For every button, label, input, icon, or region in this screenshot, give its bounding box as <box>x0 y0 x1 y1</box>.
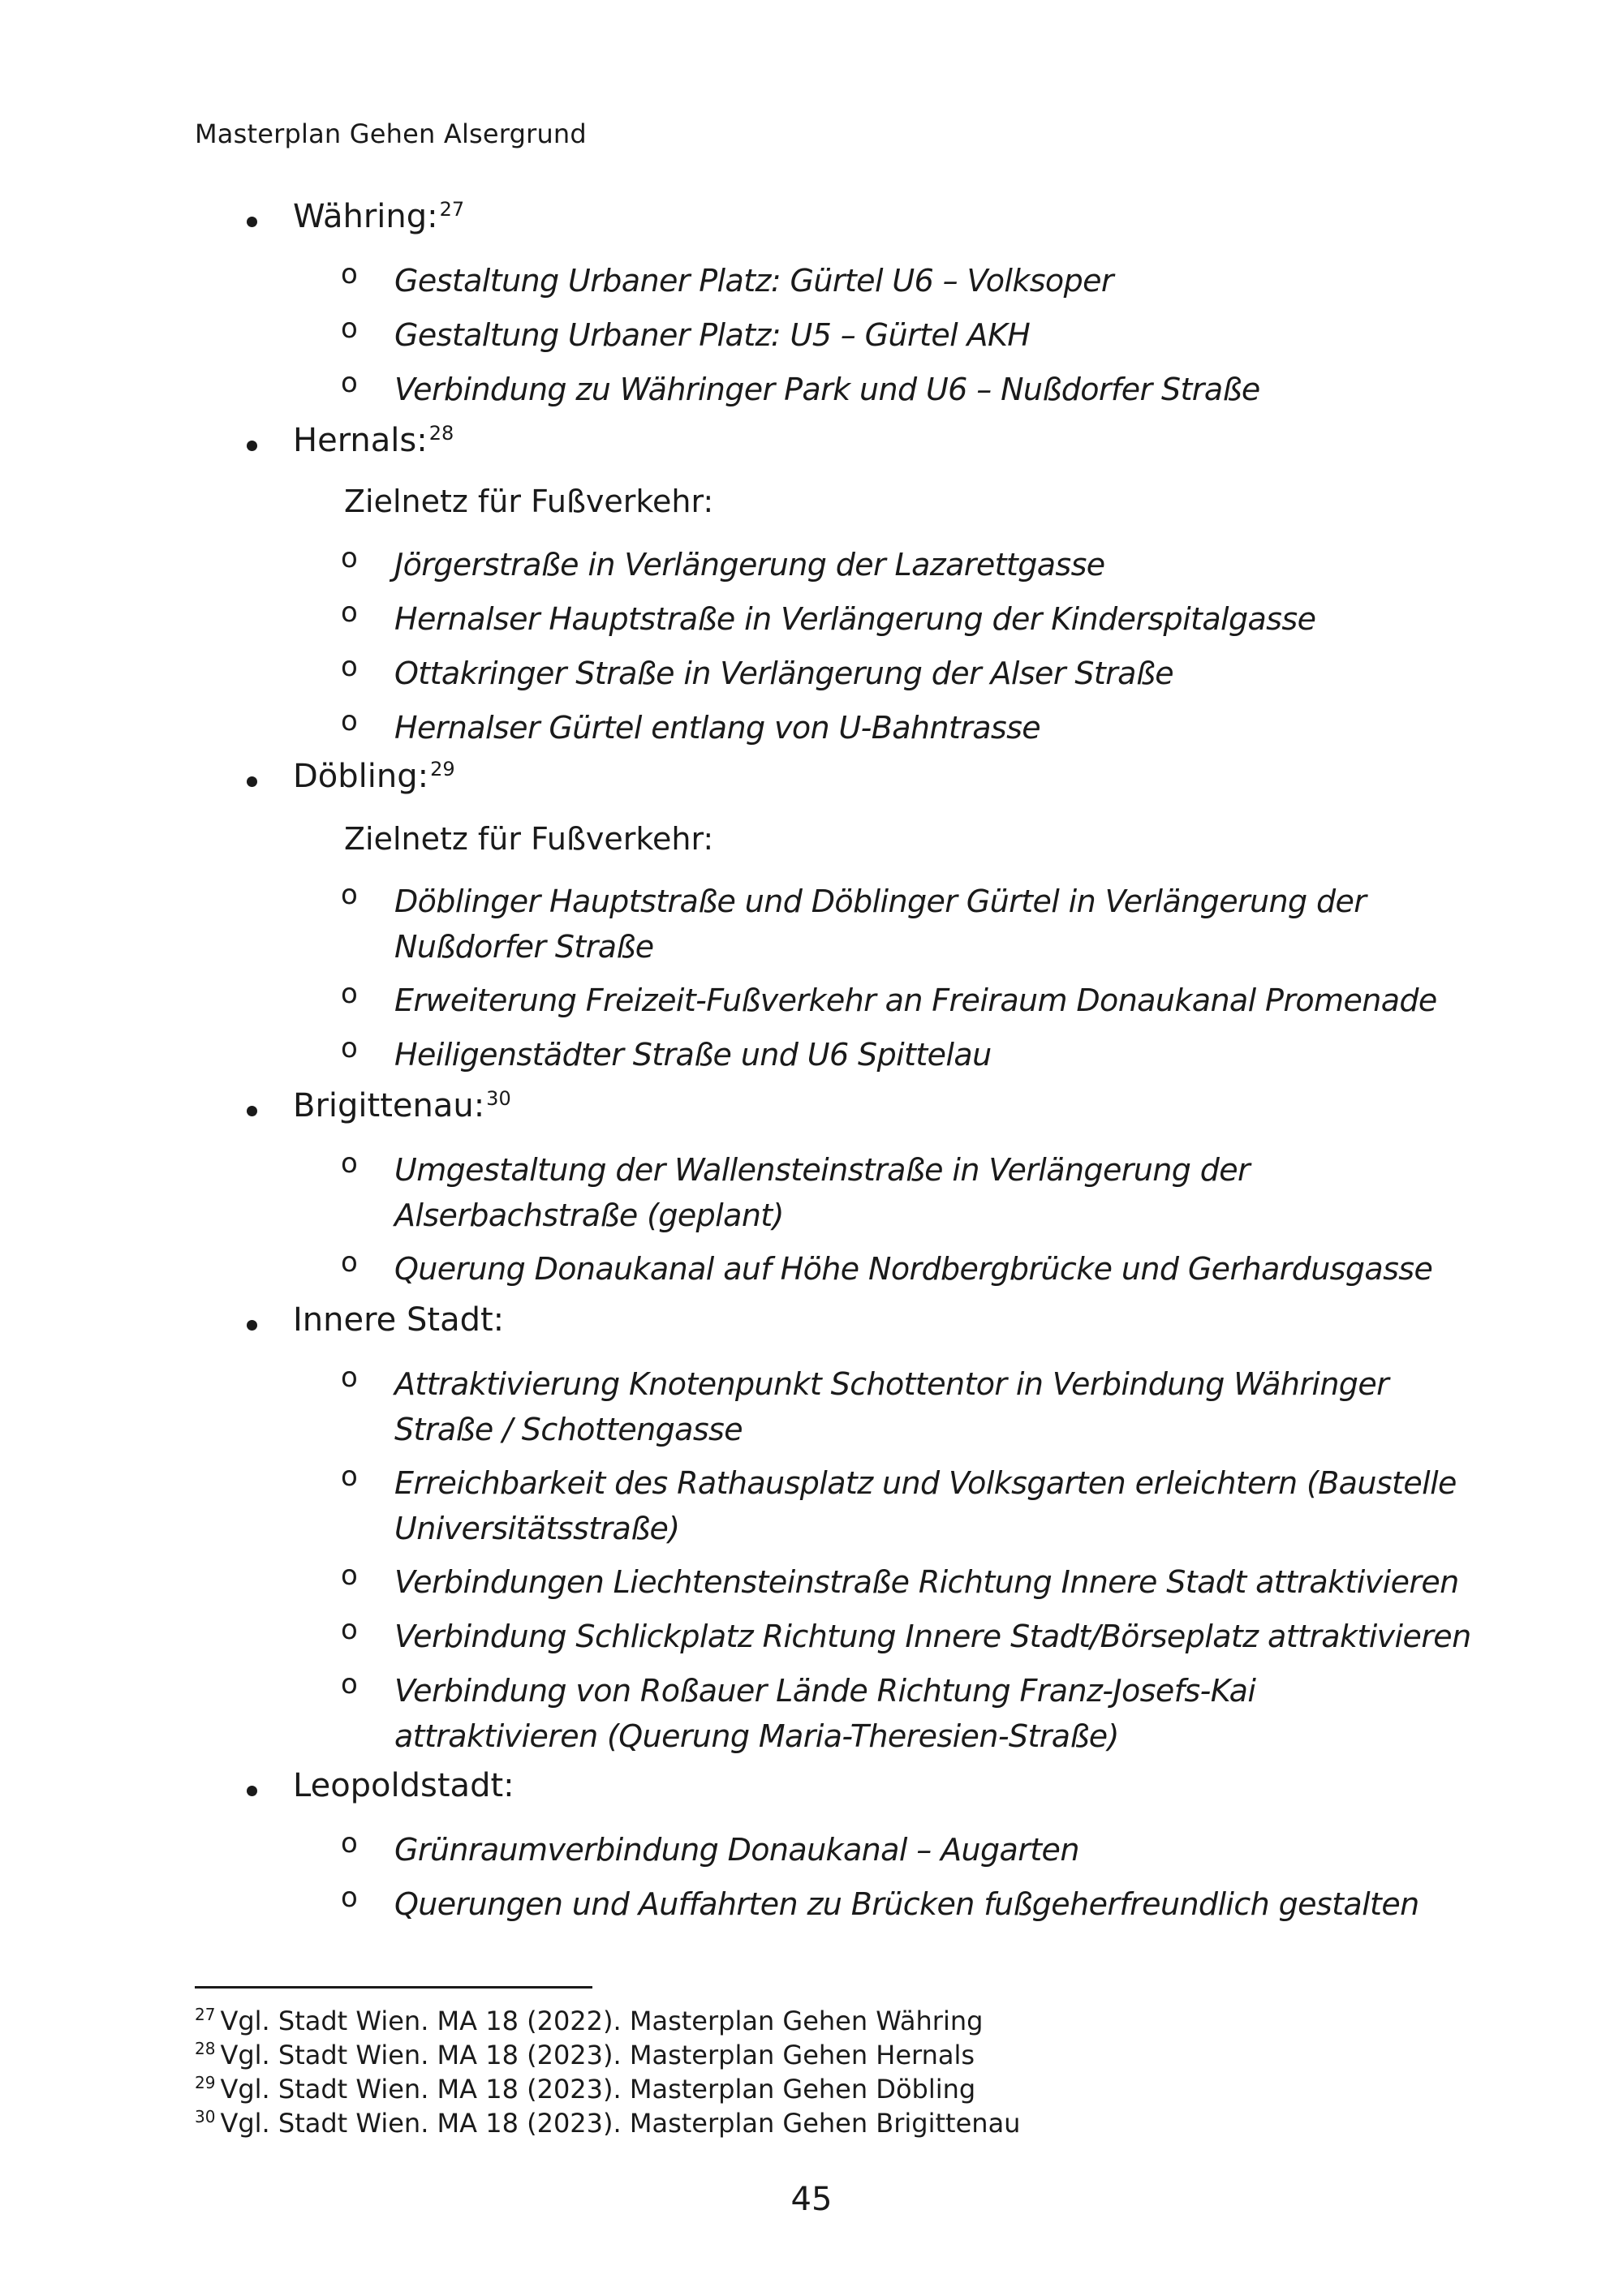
section-label: Döbling:$^{29}$ <box>293 758 455 795</box>
section-label: Währing:$^{27}$ <box>293 198 465 235</box>
bullet-icon <box>247 776 257 787</box>
section-intro: Zielnetz für Fußverkehr: <box>344 821 714 857</box>
footnote: $^{30}$ Vgl. Stadt Wien. MA 18 (2023). Masterplan Gehen Brigittenau <box>195 2107 1021 2139</box>
page-number: 45 <box>790 2181 833 2218</box>
footnote-ref: 27 <box>439 198 465 221</box>
footnote: $^{27}$ Vgl. Stadt Wien. MA 18 (2022). Masterplan Gehen Währing <box>195 2005 984 2036</box>
footnote: $^{28}$ Vgl. Stadt Wien. MA 18 (2023). Masterplan Gehen Hernals <box>195 2039 975 2070</box>
bullet-icon <box>247 1106 257 1116</box>
footnote-ref: 28 <box>428 422 454 445</box>
footnote-ref: 29 <box>430 758 455 780</box>
section-label: Hernals:$^{28}$ <box>293 422 454 459</box>
footnote: $^{29}$ Vgl. Stadt Wien. MA 18 (2023). Masterplan Gehen Döbling <box>195 2073 976 2105</box>
running-header: Masterplan Gehen Alsergrund <box>195 118 587 149</box>
footnote-divider <box>195 1986 592 1989</box>
bullet-icon <box>247 441 257 451</box>
footnote-ref: 30 <box>486 1087 511 1110</box>
bullet-icon <box>247 1786 257 1796</box>
section-label: Innere Stadt: <box>293 1301 505 1339</box>
section-label: Leopoldstadt: <box>293 1767 514 1804</box>
bullet-icon <box>247 217 257 227</box>
section-label: Brigittenau:$^{30}$ <box>293 1087 511 1124</box>
section-intro: Zielnetz für Fußverkehr: <box>344 484 714 519</box>
bullet-icon <box>247 1320 257 1331</box>
